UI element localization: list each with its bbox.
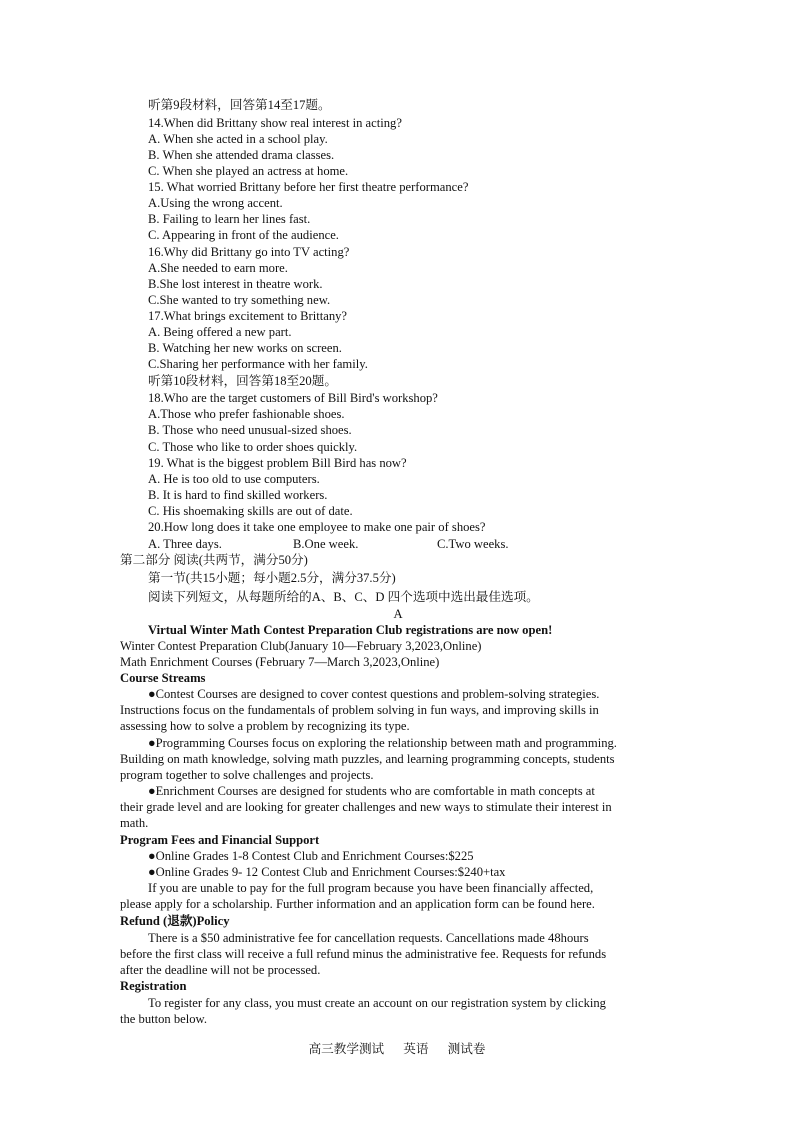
q17-option-b: B. Watching her new works on screen. [148, 341, 342, 355]
fees-p-line2: please apply for a scholarship. Further information and an application form can be found here. [120, 897, 595, 911]
reading-instruction: 阅读下列短文，从每题所给的A、B、C、D 四个选项中选出最佳选项。 [148, 590, 539, 604]
question-20: 20.How long does it take one employee to make one pair of shoes? [148, 520, 486, 534]
q16-option-c: C.She wanted to try something new. [148, 293, 331, 307]
footer-subject: 英语 [403, 1042, 429, 1056]
q18-option-c: C. Those who like to order shoes quickly. [148, 440, 358, 454]
footer-paper: 测试卷 [447, 1042, 486, 1056]
question-19: 19. What is the biggest problem Bill Bird has now? [148, 456, 407, 470]
streams-p2-line3: program together to solve challenges and projects. [120, 768, 374, 782]
question-16: 16.Why did Brittany go into TV acting? [148, 245, 350, 259]
q20-option-b: B.One week. [293, 537, 359, 551]
streams-p3-line3: math. [120, 816, 149, 830]
winter-club-line: Winter Contest Preparation Club(January 10—February 3,2023,Online) [120, 639, 482, 653]
passage-title: Virtual Winter Math Contest Preparation Club registrations are now open! [148, 623, 553, 637]
q20-option-a: A. Three days. [148, 537, 222, 551]
q14-option-c: C. When she played an actress at home. [148, 164, 349, 178]
fee-grades-1-8: ●Online Grades 1-8 Contest Club and Enrichment Courses:$225 [148, 849, 474, 863]
refund-p-line2: before the first class will receive a full refund minus the administrative fee. Requests for refunds [120, 947, 607, 961]
q18-option-b: B. Those who need unusual-sized shoes. [148, 423, 352, 437]
streams-p3-line1: ●Enrichment Courses are designed for students who are comfortable in math concepts at [148, 784, 595, 798]
streams-p3-line2: their grade level and are looking for greater challenges and new ways to stimulate their interest in [120, 800, 612, 814]
question-15: 15. What worried Brittany before her first theatre performance? [148, 180, 469, 194]
q19-option-c: C. His shoemaking skills are out of date. [148, 504, 353, 518]
question-17: 17.What brings excitement to Brittany? [148, 309, 347, 323]
streams-p2-line1: ●Programming Courses focus on exploring the relationship between math and programming. [148, 736, 617, 750]
heading-course-streams: Course Streams [120, 671, 206, 685]
refund-p-line1: There is a $50 administrative fee for cancellation requests. Cancellations made 48hours [148, 931, 589, 945]
footer-grade: 高三教学测试 [308, 1042, 385, 1056]
enrichment-line: Math Enrichment Courses (February 7—March 3,2023,Online) [120, 655, 440, 669]
q15-option-c: C. Appearing in front of the audience. [148, 228, 339, 242]
streams-p1-line1: ●Contest Courses are designed to cover contest questions and problem-solving strategies. [148, 687, 600, 701]
section1-title: 第一节(共15小题；每小题2.5分，满分37.5分) [148, 571, 396, 585]
question-18: 18.Who are the target customers of Bill Bird's workshop? [148, 391, 438, 405]
streams-p1-line2: Instructions focus on the fundamentals of problem solving in fun ways, and improving skills in [120, 703, 599, 717]
q16-option-a: A.She needed to earn more. [148, 261, 288, 275]
q18-option-a: A.Those who prefer fashionable shoes. [148, 407, 345, 421]
section10-header: 听第10段材料，回答第18至20题。 [148, 374, 337, 388]
q16-option-b: B.She lost interest in theatre work. [148, 277, 323, 291]
page-footer [0, 1041, 794, 1057]
streams-p1-line3: assessing how to solve a problem by recognizing its type. [120, 719, 410, 733]
refund-p-line3: after the deadline will not be processed. [120, 963, 321, 977]
question-14: 14.When did Brittany show real interest in acting? [148, 116, 402, 130]
heading-program-fees: Program Fees and Financial Support [120, 833, 320, 847]
streams-p2-line2: Building on math knowledge, solving math puzzles, and learning programming concepts, students [120, 752, 615, 766]
registration-p-line2: the button below. [120, 1012, 207, 1026]
q20-options [0, 536, 794, 552]
fee-grades-9-12: ●Online Grades 9- 12 Contest Club and Enrichment Courses:$240+tax [148, 865, 506, 879]
q20-option-c: C.Two weeks. [437, 537, 509, 551]
q15-option-b: B. Failing to learn her lines fast. [148, 212, 311, 226]
heading-registration: Registration [120, 979, 187, 993]
q14-option-a: A. When she acted in a school play. [148, 132, 328, 146]
q19-option-b: B. It is hard to find skilled workers. [148, 488, 328, 502]
part2-title: 第二部分 阅读(共两节，满分50分) [120, 553, 308, 567]
section9-header: 听第9段材料，回答第14至17题。 [148, 98, 331, 112]
passage-letter: A [393, 607, 403, 621]
q17-option-a: A. Being offered a new part. [148, 325, 292, 339]
heading-refund-policy: Refund (退款)Policy [120, 914, 230, 928]
q17-option-c: C.Sharing her performance with her family. [148, 357, 368, 371]
registration-p-line1: To register for any class, you must create an account on our registration system by clicking [148, 996, 606, 1010]
q14-option-b: B. When she attended drama classes. [148, 148, 335, 162]
q15-option-a: A.Using the wrong accent. [148, 196, 283, 210]
fees-p-line1: If you are unable to pay for the full program because you have been financially affected, [148, 881, 594, 895]
q19-option-a: A. He is too old to use computers. [148, 472, 320, 486]
